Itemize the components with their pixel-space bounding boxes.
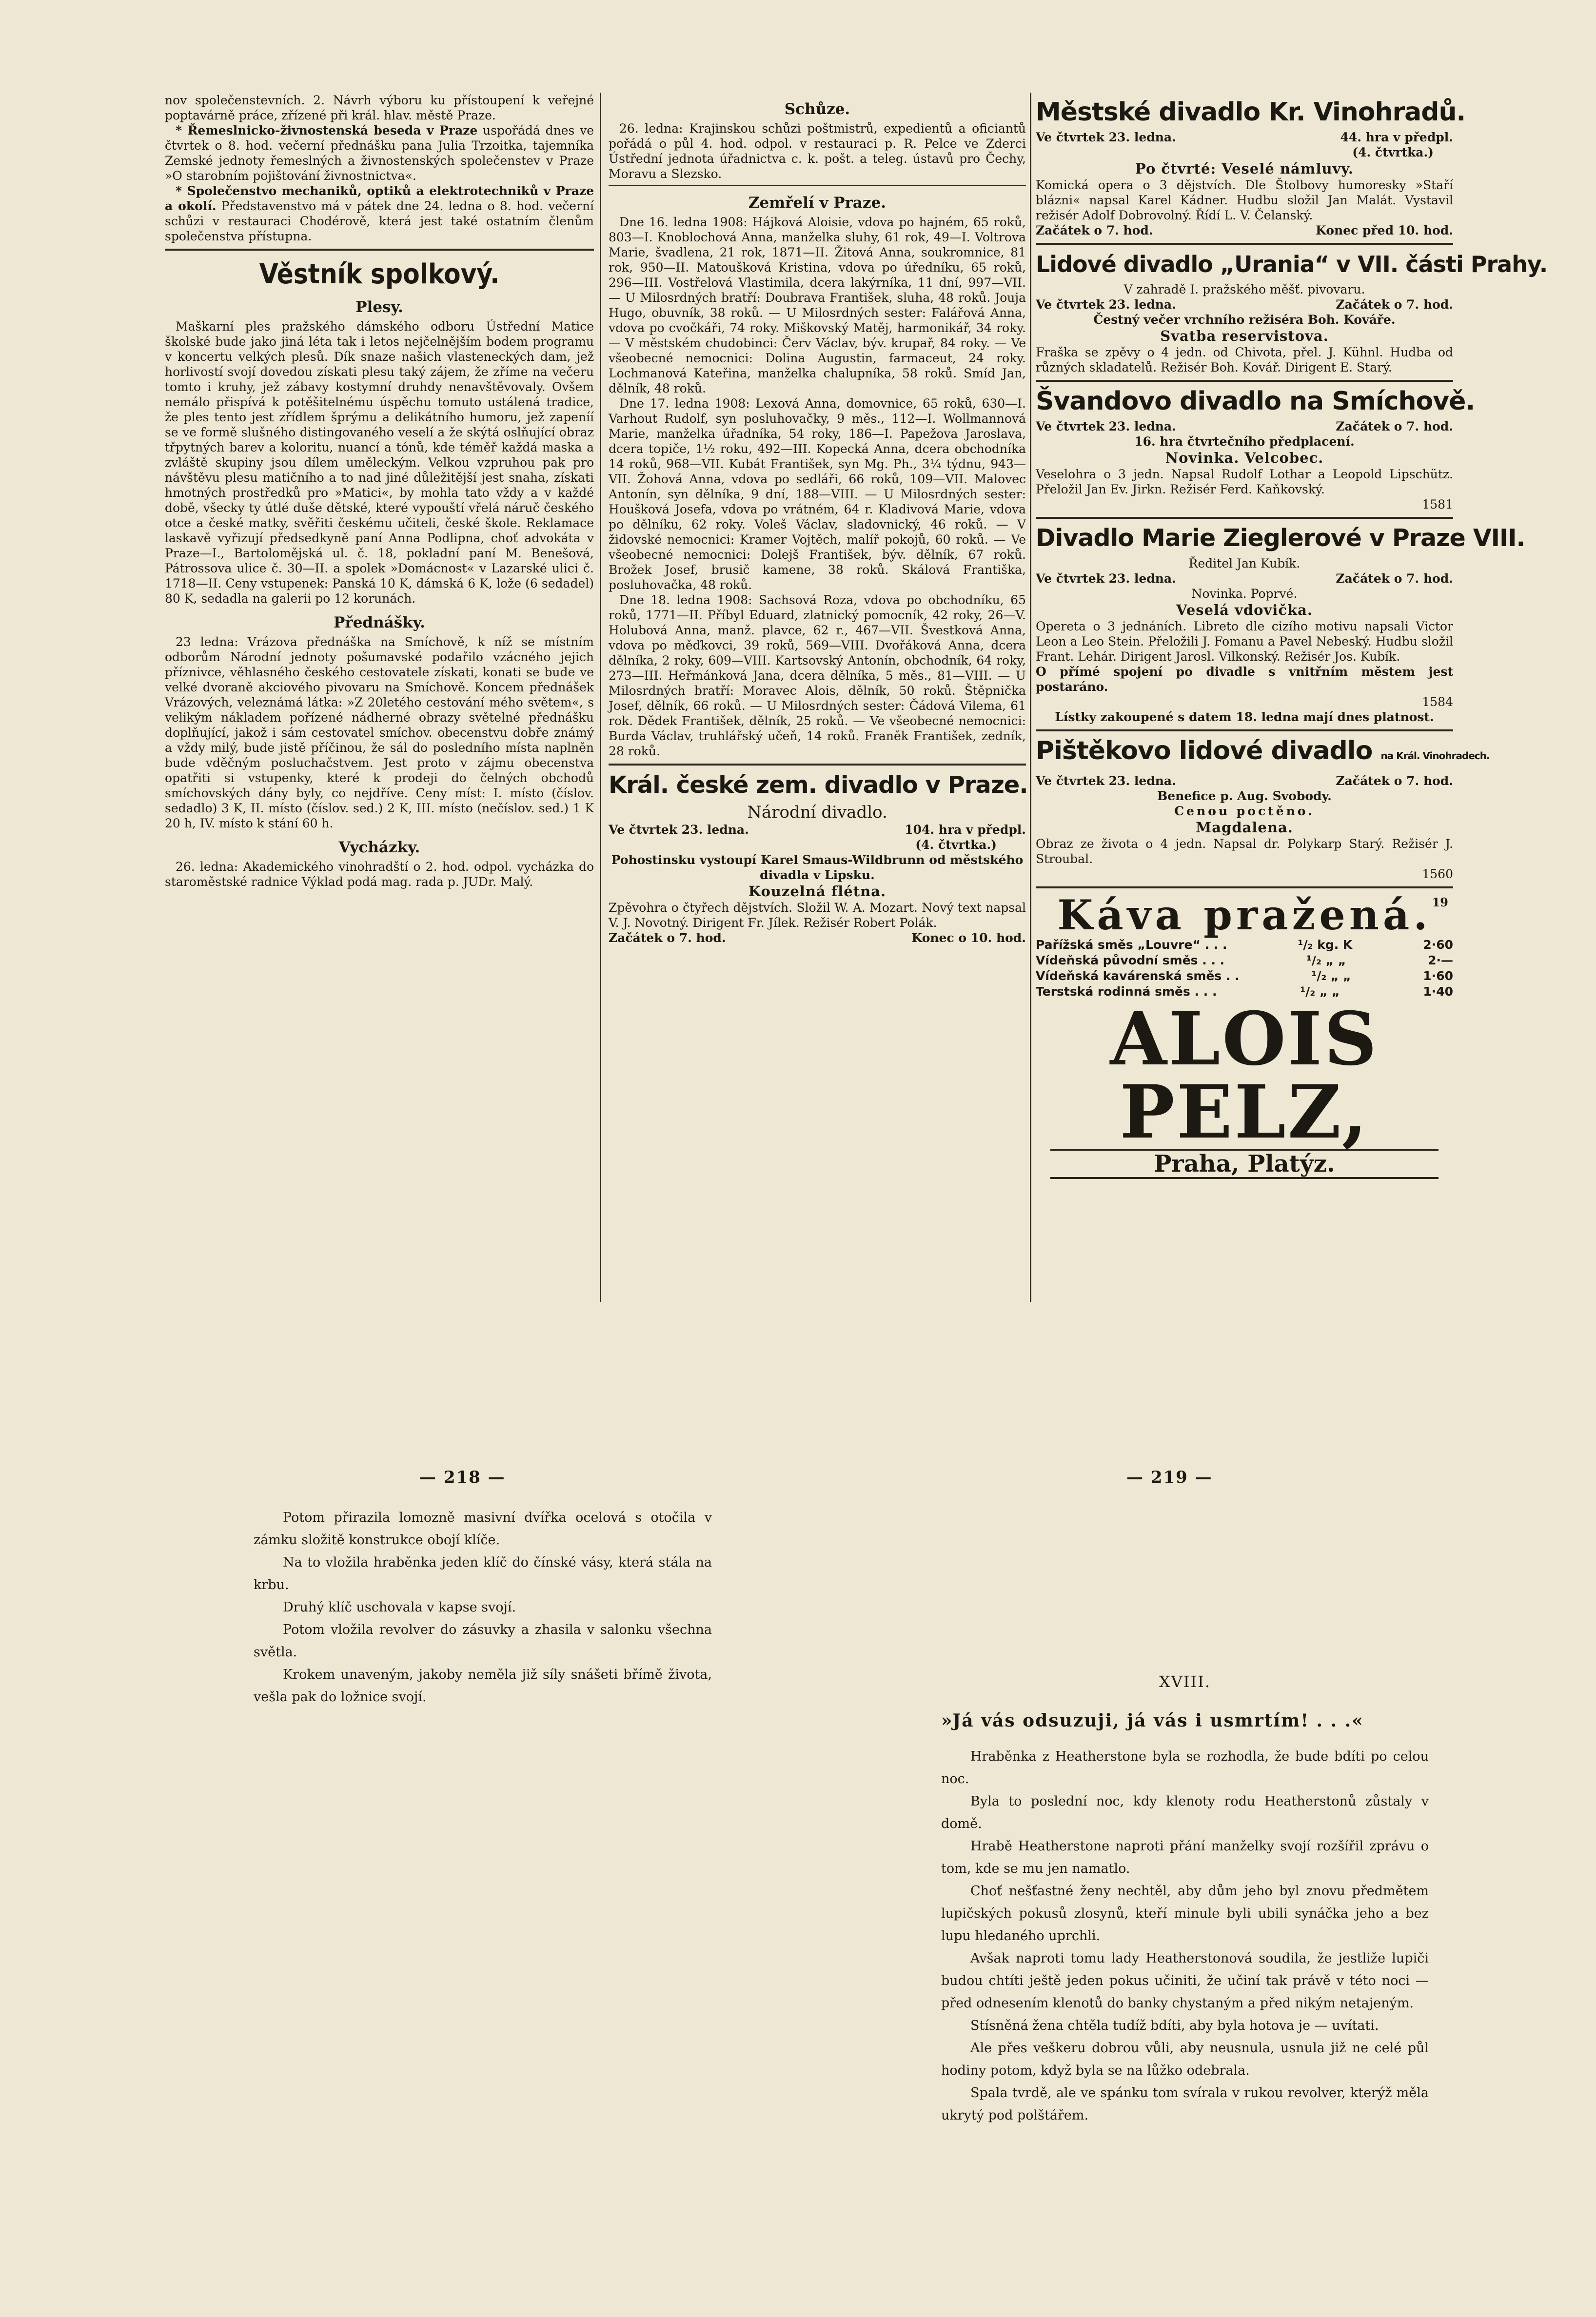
theatre-title-text: Pištěkovo lidové divadlo (1036, 736, 1373, 766)
play-description: Fraška se zpěvy o 4 jedn. od Chivota, přel. J. Kühnl. Hudba od různých skladatelů. Režisér Boh. Kovář. Dirigent E. Starý. (1036, 345, 1453, 374)
paragraph: 26. ledna: Akademického vinohradští o 2. hod. odpol. vycházka do staroměstské radnice Výklad podá mag. rada p. JUDr. Malý. (165, 860, 594, 889)
show-note: Benefice p. Aug. Svobody. (1157, 789, 1332, 803)
divider (165, 249, 594, 251)
show-subscription: 104. hra v předpl. (905, 823, 1026, 837)
coffee-price: 2·— (1428, 953, 1453, 967)
coffee-price-row (1036, 937, 1453, 953)
play-description: Veselohra o 3 jedn. Napsal Rudolf Lothar a Leopold Lipschütz. Přeložil Jan Ev. Jirkn. Režisér Ferd. Kaňkovský. (1036, 467, 1453, 496)
subsection-title: Přednášky. (334, 614, 425, 631)
show-start: Začátek o 7. hod. (1336, 571, 1453, 586)
story-paragraph: Hrabě Heatherstone naproti přání manželky svojí rozšířil zprávu o tom, kde se mu jen namatlo. (941, 1839, 1429, 1876)
play-title: Svatba reservistova. (1160, 328, 1329, 344)
story-paragraph: Hraběnka z Heatherstone byla se rozhodla, že bude bdíti po celou noc. (941, 1749, 1429, 1787)
divider (1036, 886, 1453, 888)
theatre-title (1036, 736, 1490, 770)
ad-number: 19 (1432, 895, 1448, 909)
show-note: O přímé spojení po divadle s vnitřním městem jest postaráno. (1036, 665, 1453, 694)
show-start: Začátek o 7. hod. (1336, 297, 1453, 312)
divider (609, 185, 1026, 186)
paragraph (165, 183, 594, 244)
story-paragraphs (941, 1746, 1429, 2127)
show-info (1036, 571, 1453, 586)
paragraph: 26. ledna: Krajinskou schůzi poštmistrů, expedientů a oficiantů pořádá o půl 4. hod. odpol. v restauraci p. R. Pelce ve Zderci Ústřední jednota úřadnictva c. k. pošt. a teleg. ústavů pro Čechy, Moravu a Slezsko. (609, 121, 1026, 181)
play-description: Komická opera o 3 dějstvích. Dle Štolbovy humoresky »Staří blázni« napsal Karel Kádner. Hudbu složil Jan Malát. Vystavil režisér Adolf Dobrovolný. Řídí L. V. Čelanský. (1036, 178, 1453, 222)
coffee-unit: ¹/₂ „ „ (1311, 969, 1351, 983)
theatre-title: Král. české zem. divadlo v Praze. (609, 771, 1028, 799)
ad-number: 1581 (1422, 497, 1453, 511)
chapter-quote: »Já vás odsuzuji, já vás i usmrtím! . . .« (941, 1710, 1364, 1731)
theatre-title: Švandovo divadlo na Smíchově. (1036, 387, 1475, 416)
story-paragraph: Na to vložila hraběnka jeden klíč do čínské vásy, která stála na krbu. (254, 1555, 712, 1592)
theatre-subtitle: V zahradě I. pražského měšť. pivovaru. (1123, 282, 1365, 296)
paragraph-text: uspořádá dnes ve čtvrtek o 8. hod. večerní přednášku pana Julia Trzoitka, tajemníka Zemské jednoty řemeslných a živnostenských společenstev v Praze »O starobním pojištování živnostnictva«. (165, 123, 594, 183)
divider (1036, 517, 1453, 519)
show-day: Ve čtvrtek 23. ledna. (1036, 571, 1176, 586)
theatre-title: Městské divadlo Kr. Vinohradů. (1036, 98, 1466, 127)
play-title: Magdalena. (1196, 819, 1293, 836)
paragraph: 23 ledna: Vrázova přednáška na Smíchově, k níž se místním odborům Národní jednoty pošumavské podařilo vzácného jejich příznivce, věhlasného českého cestovatele získati, konati se bude ve velké dvoraně akciového pivovaru na Smíchově. Koncem přednášek Vrázových, veleznámá látka: »Z 20letého cestování mého světem«, s velikým nákladem pořízené nádherné obrazy světelné přednášku doplňující, jakož i sám cestovatel smíchov. obecenstvu dobře známý a vždy milý, bude jistě příčinou, že sál do posledního místa naplněn bude vděčným posluchačstvem. Jest proto v zájmu obecenstva opatřiti si vstupenky, které k prodeji do čelných obchodů smíchovských dány byly, co nejdříve. Ceny míst: I. místo (číslov. sedadlo) 3 K, II. místo (číslov. sed.) 2 K, III. místo (nečíslov. sed.) 1 K 20 h, IV. místo k stání 60 h. (165, 635, 594, 830)
coffee-price-row (1036, 968, 1453, 984)
coffee-price: 2·60 (1423, 938, 1453, 952)
column-3 (1036, 93, 1548, 1179)
paragraph (165, 123, 594, 183)
paragraph: Maškarní ples pražského dámského odboru Ústřední Matice školské bude jako jiná léta tak i letos nejčelnějším bodem programu v koncertu velkých plesů. Dík snaze našich vlasteneckých dam, jež horlivostí svojí dovedou získati plesu taký zájem, že zříme na večeru tomto i kruhy, jež zábavy kostymní druhdy nenavštěvovaly. Ovšem nemálo přispívá k potěšitelnému úspěchu tomuto ustálená tradice, že ples tento jest zřídlem šprýmu a delikátního humoru, jež zapeníí se ve formě slušného distingovaného veselí a že skýtá oslňující obraz třpytných barev a koloritu, nuancí a tónů, kde téměř každá maska a zvláště skupiny jsou dílem uměleckým. Velkou vzpruhou pak pro návštěvu plesu matičního a to nad jiné důležitější jest snaha, získati hmotných prostředků pro »Matici«, by mohla tato vždy a v každé době, všecky ty útlé duše dětské, které vypouští vřelá náruč českého otce a české matky, svěřiti českému učiteli, české škole. Reklamace laskavě vyřizují předsedkyně paní Anna Podlipna, choť advokáta v Praze—I., Bartolomějská ul. č. 18, pokladní paní M. Benešová, Pátrossova ulice č. 30—II. a spolek »Domácnost« v Lazarské ulici č. 1718—II. Ceny vstupenek: Panská 10 K, dámská 6 K, lože (6 sedadel) 80 K, sedadla na galerii po 12 korunách. (165, 319, 594, 606)
show-info (1036, 419, 1453, 434)
story-paragraph: Krokem unaveným, jakoby neměla již síly snášeti břímě života, vešla pak do ložnice svojí. (254, 1667, 712, 1705)
column-rule (600, 93, 601, 1302)
show-subscription-note: (4. čtvrtka.) (915, 838, 997, 852)
theatre-subtitle: Národní divadlo. (747, 803, 887, 822)
coffee-ad-title: Káva pražená. (1057, 891, 1432, 939)
show-start: Začátek o 7. hod. (1336, 419, 1453, 433)
divider (1036, 729, 1453, 731)
show-note: Cenou poctěno. (1174, 804, 1315, 818)
show-day: Ve čtvrtek 23. ledna. (1036, 297, 1176, 312)
play-title: Veselá vdovička. (1176, 602, 1313, 618)
play-description: Obraz ze života o 4 jedn. Napsal dr. Polykarp Starý. Režisér J. Stroubal. (1036, 837, 1453, 866)
show-info (609, 822, 1026, 837)
section-title: Věstník spolkový. (259, 258, 500, 290)
show-start: Začátek o 7. hod. (609, 931, 726, 945)
coffee-blend-name: Pařížská směs „Louvre“ . . . (1036, 938, 1227, 952)
paragraph: nov společenstevních. 2. Návrh výboru ku přístoupení k veřejné poptavárně práce, zřízené při král. hlav. městě Praze. (165, 93, 594, 122)
theatre-title-small: na Král. Vinohradech. (1380, 750, 1490, 762)
coffee-price-row (1036, 953, 1453, 968)
coffee-unit: ¹/₂ „ „ (1300, 984, 1340, 999)
coffee-blend-name: Terstská rodinná směs . . . (1036, 984, 1217, 999)
ad-number-row (1036, 866, 1453, 882)
show-times (609, 930, 1026, 945)
show-subscription: 44. hra v předpl. (1340, 130, 1453, 144)
story-paragraph: Spala tvrdě, ale ve spánku tom svírala v rukou revolver, kterýž měla ukrytý pod polštářem. (941, 2085, 1429, 2123)
coffee-unit: ¹/₂ kg. K (1298, 938, 1353, 952)
show-times (1036, 223, 1453, 238)
divider (1036, 380, 1453, 382)
page-number: — 218 — (419, 1468, 506, 1487)
show-subscription-note: (4. čtvrtka.) (1352, 145, 1434, 159)
story-paragraph: Druhý klíč uschovala v kapse svojí. (283, 1600, 516, 1615)
advertiser-address: Praha, Platýz. (1050, 1149, 1438, 1179)
paragraph: Dne 16. ledna 1908: Hájková Aloisie, vdova po hajném, 65 roků, 803—I. Knoblochová Anna, manželka sluhy, 61 rok, 49—I. Voltrova Marie, švadlena, 21 rok, 1871—II. Žitová Anna, soukromnice, 81 rok, 950—II. Matoušková Kristina, vdova po úředníku, 65 roků, 296—III. Vostřelová Vlastimila, dcera lakýrníka, 11 dní, 997—VII. — U Milosrdných bratří: Doubrava František, sluha, 48 roků. Jouja Hugo, obuvník, 38 roků. — U Milosrdných sester: Falářová Anna, vdova po cvočkáři, 74 roky. Miškovský Matěj, harmonikář, 34 roky. — V městském chudobinci: Červ Václav, býv. krupař, 84 roky. — Ve všeobecné nemocnici: Dolina Augustin, farmaceut, 24 roky. Lochmanová Kateřina, manželka chalupníka, 58 roků. Smíd Jan, dělník, 48 roků. (609, 215, 1026, 395)
coffee-price-list (1036, 937, 1453, 1000)
coffee-unit: ¹/₂ „ „ (1306, 953, 1346, 967)
story-left (254, 1507, 712, 1708)
coffee-blend-name: Vídeňská kavárenská směs . . (1036, 969, 1240, 983)
story-paragraph: Choť nešťastné ženy nechtěl, aby dům jeho byl znovu předmětem lupičských pokusů zlosynů, kteří minule byli ubili synáčka jeho a bez lupu hledaného uprchli. (941, 1884, 1429, 1944)
subsection-title: Plesy. (355, 298, 403, 316)
play-title: Novinka. Velcobec. (1165, 450, 1324, 466)
bold-lead: * Společenstvo mechaniků, optiků a elektrotechniků v Praze a okolí. (165, 184, 594, 213)
show-day: Ve čtvrtek 23. ledna. (1036, 774, 1176, 788)
show-note: Lístky zakoupené s datem 18. ledna mají dnes platnost. (1055, 710, 1434, 724)
paragraph: Dne 17. ledna 1908: Lexová Anna, domovnice, 65 roků, 630—I. Varhout Rudolf, syn posluhovačky, 9 měs., 112—I. Wollmannová Marie, manželka úřadníka, 54 roky, 186—I. Papežova Jaroslava, dcera topiče, 1½ roku, 492—III. Kopecká Anna, dcera obchodníka 14 roků, 968—VII. Kubát František, syn Mg. Ph., 3¼ týdnu, 943—VII. Žohová Anna, vdova po sedláři, 66 roků, 109—VII. Malovec Antonín, syn dělníka, 9 dní, 188—VIII. — U Milosrdných sester: Houšková Josefa, vdova po vrátném, 64 r. Kladivová Marie, vdova po dělníku, 62 roky. Voleš Václav, sladovnický, 46 roků. — V židovské nemocnici: Kramer Vojtěch, malíř pokojů, 60 roků. — Ve všeobecné nemocnici: Dolejš František, býv. dělník, 67 roků. Brožek Josef, brusič kamene, 38 roků. Skálová Františka, posluhovačka, 48 roků. (609, 396, 1026, 592)
show-start: Začátek o 7. hod. (1036, 223, 1153, 237)
ad-number: 1584 (1422, 695, 1453, 709)
play-title: Po čtvrté: Veselé námluvy. (1135, 160, 1354, 177)
paragraph: Dne 18. ledna 1908: Sachsová Roza, vdova po obchodníku, 65 roků, 1771—II. Příbyl Eduard, zlatnický pomocník, 42 roky, 26—V. Holubová Anna, manž. plavce, 62 r., 467—VII. Švestková Anna, vdova po měďkovci, 39 roků, 569—VIII. Dvořáková Anna, dcera dělníka, 2 roky, 609—VIII. Kartsovský Antonín, obchodník, 64 roky, 273—III. Heřmánková Jana, dcera dělníka, 5 měs., 81—VIII. — U Milosrdných bratří: Moravec Alois, dělník, 50 roků. Štěpnička Josef, dělník, 66 roků. — U Milosrdných sester: Čádová Vilema, 61 rok. Dědek František, dělník, 25 roků. — Ve všeobecné nemocnici: Burda Václav, truhlářský učeň, 14 roků. Franěk František, zedník, 28 roků. (609, 593, 1026, 758)
theatre-title: Divadlo Marie Zieglerové v Praze VIII. (1036, 524, 1525, 552)
show-end: Konec před 10. hod. (1316, 223, 1453, 237)
play-description: Opereta o 3 jednáních. Libreto dle cizího motivu napsali Victor Leon a Leo Stein. Přeložili J. Fomanu a Pavel Nebeský. Hudbu složil Frant. Lehár. Dirigent Jarosl. Vilkonský. Režisér Jos. Kubík. (1036, 619, 1453, 664)
coffee-price: 1·60 (1423, 969, 1453, 983)
show-info (1036, 773, 1453, 788)
guest-note: Pohostinsku vystoupí Karel Smaus-Wildbrunn od městského divadla v Lipsku. (611, 853, 1024, 882)
story-paragraphs (254, 1507, 712, 1708)
play-title: Kouzelná flétna. (748, 883, 887, 900)
show-note: 16. hra čtvrtečního předplacení. (1134, 434, 1355, 449)
show-end: Konec o 10. hod. (911, 931, 1026, 945)
story-paragraph: Byla to poslední noc, kdy klenoty rodu Heatherstonů zůstaly v domě. (941, 1794, 1429, 1831)
chapter-number: XVIII. (1159, 1672, 1211, 1691)
play-description: Zpěvohra o čtyřech dějstvích. Složil W. A. Mozart. Nový text napsal V. J. Novotný. Dirigent Fr. Jílek. Režisér Robert Polák. (609, 901, 1026, 930)
column-2 (609, 93, 1026, 945)
show-note: Novinka. Poprvé. (1191, 587, 1298, 601)
coffee-blend-name: Vídeňská původní směs . . . (1036, 953, 1225, 967)
show-day: Ve čtvrtek 23. ledna. (1036, 419, 1176, 433)
show-info (1036, 297, 1453, 312)
column-1 (165, 93, 594, 889)
story-paragraph: Stísněná žena chtěla tudíž bdíti, aby byla hotova je — uvítati. (970, 2018, 1379, 2033)
ad-number: 1560 (1422, 867, 1453, 881)
story-paragraph: Potom vložila revolver do zásuvky a zhasila v salonku všechna světla. (254, 1622, 712, 1660)
show-info (1036, 130, 1453, 145)
column-rule (1030, 93, 1031, 1302)
paragraph-text: Představenstvo má v pátek dne 24. ledna o 8. hod. večerní schůzi v restauraci Chodérově, která jest také ostatním členům společenstva přístupna. (165, 199, 594, 243)
show-start: Začátek o 7. hod. (1336, 774, 1453, 788)
show-info (609, 837, 1026, 852)
show-note: Čestný večer vrchního režiséra Boh. Kováře. (1093, 313, 1396, 327)
ad-number-row (1036, 694, 1453, 709)
story-paragraph: Avšak naproti tomu lady Heatherstonová soudila, že jestliže lupiči budou chtíti ještě jeden pokus učiniti, že učiní tak právě v této noci — před odnesením klenotů do banky chystaným a před nikým netajeným. (941, 1951, 1429, 2011)
coffee-ad (1036, 893, 1453, 1179)
divider (1036, 243, 1453, 245)
advertiser-name: ALOIS PELZ, (1110, 996, 1379, 1155)
show-info (1036, 145, 1453, 160)
bold-lead: * Řemeslnicko-živnostenská beseda v Praze (176, 123, 478, 137)
story-right (941, 1672, 1429, 2127)
subsection-title: Vycházky. (338, 839, 420, 856)
divider (609, 764, 1026, 766)
show-day: Ve čtvrtek 23. ledna. (609, 823, 749, 837)
coffee-price: 1·40 (1423, 984, 1453, 999)
ad-number-row (1036, 497, 1453, 512)
show-day: Ve čtvrtek 23. ledna. (1036, 130, 1176, 144)
page-number: — 219 — (1126, 1468, 1213, 1487)
subsection-title: Zemřelí v Praze. (748, 194, 887, 212)
theatre-title: Lidové divadlo „Urania“ v VII. části Prahy. (1036, 251, 1548, 277)
theatre-subtitle: Ředitel Jan Kubík. (1188, 556, 1300, 570)
subsection-title: Schůze. (784, 100, 850, 118)
story-paragraph: Potom přirazila lomozně masivní dvířka ocelová s otočila v zámku složitě konstrukce obojí klíče. (254, 1510, 712, 1548)
story-paragraph: Ale přes veškeru dobrou vůli, aby neusnula, usnula již ne celé půl hodiny potom, když byla se na lůžko odebrala. (941, 2041, 1429, 2078)
